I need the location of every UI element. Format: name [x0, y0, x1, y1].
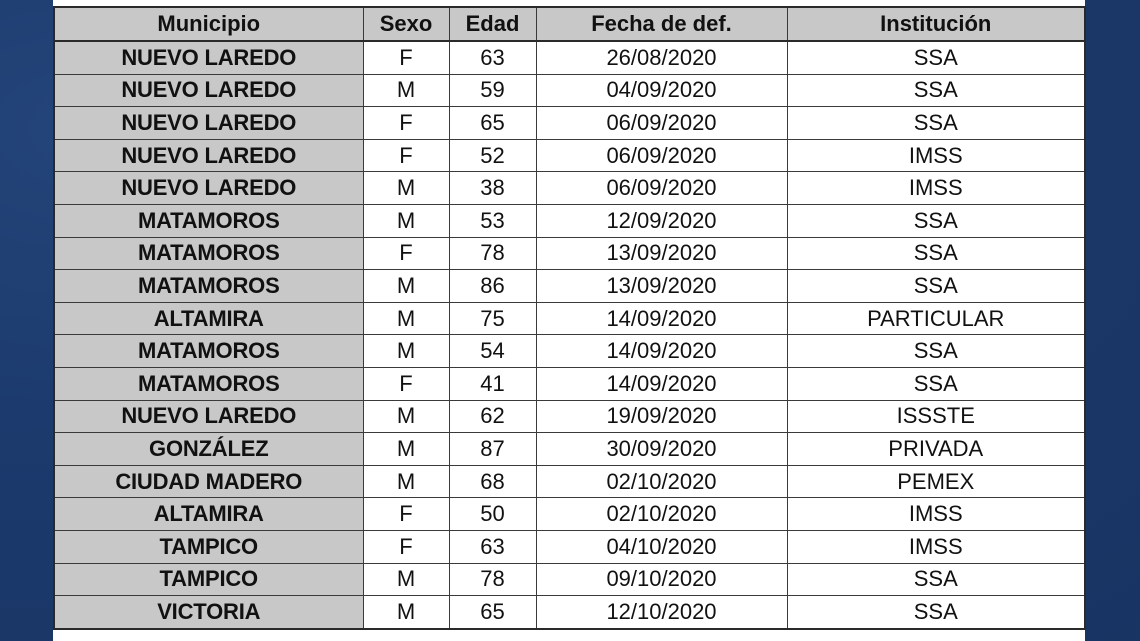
cell-edad: 62: [449, 400, 536, 433]
cell-institucion: SSA: [787, 367, 1085, 400]
cell-edad: 59: [449, 74, 536, 107]
table-row: [54, 107, 1085, 140]
cell-municipio: MATAMOROS: [54, 237, 363, 270]
cell-municipio: VICTORIA: [54, 596, 363, 629]
table-row: [54, 237, 1085, 270]
cell-municipio: NUEVO LAREDO: [54, 139, 363, 172]
cell-institucion: PRIVADA: [787, 433, 1085, 466]
table-row: [54, 530, 1085, 563]
cell-municipio: CIUDAD MADERO: [54, 465, 363, 498]
cell-edad: 87: [449, 433, 536, 466]
cell-sexo: M: [363, 465, 449, 498]
cell-municipio: MATAMOROS: [54, 204, 363, 237]
cell-municipio: MATAMOROS: [54, 367, 363, 400]
cell-institucion: SSA: [787, 74, 1085, 107]
cell-sexo: M: [363, 204, 449, 237]
table-row: [54, 563, 1085, 596]
cell-municipio: NUEVO LAREDO: [54, 400, 363, 433]
deaths-table: [53, 6, 1086, 630]
cell-institucion: IMSS: [787, 172, 1085, 205]
cell-fecha: 30/09/2020: [536, 433, 787, 466]
cell-municipio: MATAMOROS: [54, 270, 363, 303]
cell-edad: 63: [449, 41, 536, 74]
cell-fecha: 14/09/2020: [536, 367, 787, 400]
cell-municipio: NUEVO LAREDO: [54, 172, 363, 205]
cell-fecha: 06/09/2020: [536, 172, 787, 205]
cell-edad: 52: [449, 139, 536, 172]
cell-fecha: 09/10/2020: [536, 563, 787, 596]
header-municipio: Municipio: [54, 7, 363, 41]
cell-sexo: M: [363, 596, 449, 629]
table-row: [54, 139, 1085, 172]
cell-institucion: ISSSTE: [787, 400, 1085, 433]
cell-sexo: F: [363, 41, 449, 74]
cell-municipio: NUEVO LAREDO: [54, 107, 363, 140]
header-sexo: Sexo: [363, 7, 449, 41]
table-row: [54, 367, 1085, 400]
table-row: [54, 172, 1085, 205]
cell-sexo: M: [363, 172, 449, 205]
cell-fecha: 06/09/2020: [536, 139, 787, 172]
cell-fecha: 12/10/2020: [536, 596, 787, 629]
cell-sexo: M: [363, 433, 449, 466]
header-institucion: Institución: [787, 7, 1085, 41]
cell-institucion: IMSS: [787, 139, 1085, 172]
cell-sexo: M: [363, 270, 449, 303]
table-row: [54, 41, 1085, 74]
cell-institucion: SSA: [787, 237, 1085, 270]
table-row: [54, 335, 1085, 368]
header-edad: Edad: [449, 7, 536, 41]
cell-institucion: SSA: [787, 107, 1085, 140]
table-row: [54, 400, 1085, 433]
table-row: [54, 302, 1085, 335]
header-fecha: Fecha de def.: [536, 7, 787, 41]
cell-sexo: M: [363, 400, 449, 433]
cell-municipio: GONZÁLEZ: [54, 433, 363, 466]
cell-edad: 63: [449, 530, 536, 563]
cell-edad: 68: [449, 465, 536, 498]
cell-institucion: IMSS: [787, 530, 1085, 563]
cell-municipio: ALTAMIRA: [54, 498, 363, 531]
cell-fecha: 06/09/2020: [536, 107, 787, 140]
cell-fecha: 04/10/2020: [536, 530, 787, 563]
cell-edad: 75: [449, 302, 536, 335]
cell-fecha: 19/09/2020: [536, 400, 787, 433]
cell-sexo: F: [363, 367, 449, 400]
cell-sexo: F: [363, 139, 449, 172]
cell-sexo: M: [363, 302, 449, 335]
cell-edad: 78: [449, 237, 536, 270]
cell-sexo: M: [363, 74, 449, 107]
cell-municipio: NUEVO LAREDO: [54, 41, 363, 74]
cell-fecha: 12/09/2020: [536, 204, 787, 237]
cell-fecha: 04/09/2020: [536, 74, 787, 107]
cell-institucion: SSA: [787, 335, 1085, 368]
cell-fecha: 26/08/2020: [536, 41, 787, 74]
cell-municipio: MATAMOROS: [54, 335, 363, 368]
cell-edad: 41: [449, 367, 536, 400]
cell-municipio: NUEVO LAREDO: [54, 74, 363, 107]
cell-sexo: F: [363, 107, 449, 140]
cell-institucion: SSA: [787, 270, 1085, 303]
cell-fecha: 14/09/2020: [536, 302, 787, 335]
table-row: [54, 498, 1085, 531]
cell-edad: 86: [449, 270, 536, 303]
table-row: [54, 204, 1085, 237]
cell-fecha: 02/10/2020: [536, 465, 787, 498]
cell-sexo: M: [363, 335, 449, 368]
cell-sexo: F: [363, 237, 449, 270]
table-row: [54, 596, 1085, 629]
cell-institucion: SSA: [787, 204, 1085, 237]
cell-sexo: F: [363, 530, 449, 563]
table-row: [54, 270, 1085, 303]
cell-municipio: ALTAMIRA: [54, 302, 363, 335]
cell-institucion: SSA: [787, 41, 1085, 74]
cell-sexo: F: [363, 498, 449, 531]
table-row: [54, 433, 1085, 466]
cell-fecha: 14/09/2020: [536, 335, 787, 368]
table-header-row: [54, 7, 1085, 41]
deaths-table-container: [53, 6, 1084, 630]
cell-municipio: TAMPICO: [54, 563, 363, 596]
cell-fecha: 13/09/2020: [536, 237, 787, 270]
cell-edad: 65: [449, 596, 536, 629]
cell-institucion: SSA: [787, 596, 1085, 629]
cell-edad: 54: [449, 335, 536, 368]
cell-edad: 65: [449, 107, 536, 140]
cell-sexo: M: [363, 563, 449, 596]
table-row: [54, 74, 1085, 107]
cell-edad: 50: [449, 498, 536, 531]
cell-institucion: PARTICULAR: [787, 302, 1085, 335]
cell-institucion: IMSS: [787, 498, 1085, 531]
cell-fecha: 13/09/2020: [536, 270, 787, 303]
cell-edad: 53: [449, 204, 536, 237]
cell-municipio: TAMPICO: [54, 530, 363, 563]
cell-fecha: 02/10/2020: [536, 498, 787, 531]
cell-edad: 38: [449, 172, 536, 205]
table-row: [54, 465, 1085, 498]
cell-institucion: PEMEX: [787, 465, 1085, 498]
cell-edad: 78: [449, 563, 536, 596]
cell-institucion: SSA: [787, 563, 1085, 596]
